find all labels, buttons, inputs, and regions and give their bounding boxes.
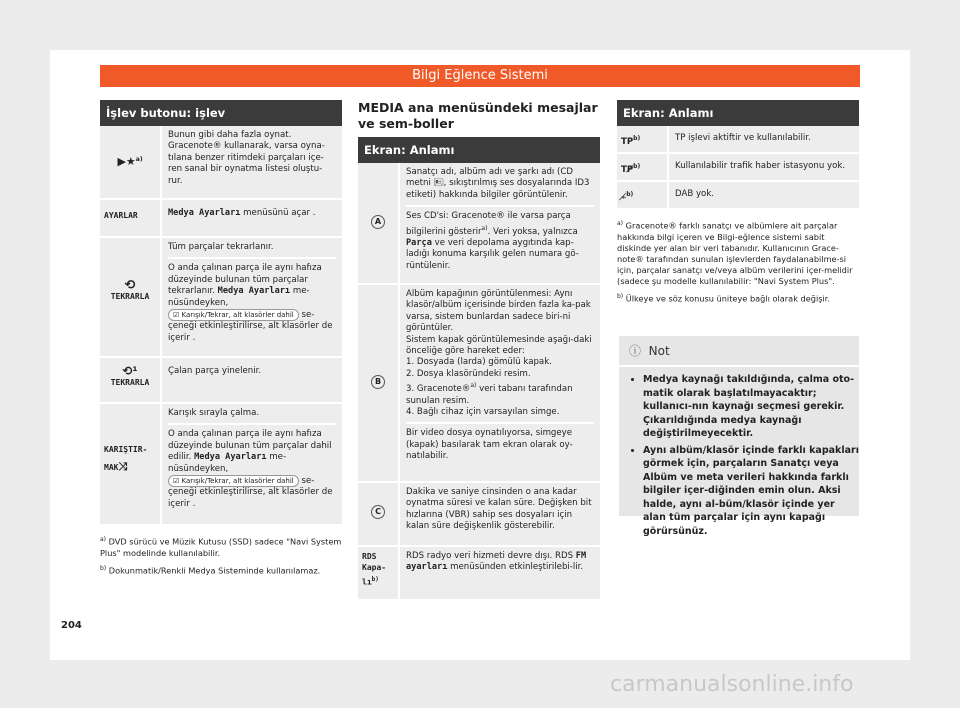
- table-row: ▶★$^{a)}$ Bunun gibi daha fazla oynat. Gracenote® kullanarak, varsa oyna-tılana benzer ritimdeki parçaları içe-ren sanal bir oynatma listesi oluştu-rur.: [100, 126, 342, 200]
- repeat-one-icon: ⟲¹: [122, 364, 138, 378]
- no-traffic-icon: TP̸: [621, 164, 634, 175]
- table-row: TP̸$^{b)}$ Kullanılabilir trafik haber istasyonu yok.: [617, 154, 859, 182]
- list-item: • Aynı albüm/klasör içinde farklı kapakları görmek için, parçaların Sanatçı veya Albüm ve meta verileri hakkında farklı bilgiler içer-diğinden emin olun. Aksi halde, aynı al-büm/klasör içinde yer alan tüm parçalar için aynı kapağı görürsünüz.: [643, 444, 859, 539]
- middle-table-header: Ekran: Anlamı: [358, 137, 600, 163]
- row-text: Bunun gibi daha fazla oynat. Gracenote® kullanarak, varsa oyna-tılana benzer ritimdeki parçaları içe-ren sanal bir oynatma listesi oluştu-rur.: [160, 126, 342, 198]
- right-table-header: Ekran: Anlamı: [617, 100, 859, 126]
- left-column: [100, 100, 342, 576]
- note-title: Not: [648, 344, 670, 358]
- footnote-a: $^{a)}$ DVD sürücü ve Müzik Kutusu (SSD) sadece "Navi System Plus" modelinde kullanılabilir.: [100, 536, 342, 558]
- info-icon: ⓘ: [629, 344, 642, 358]
- section-heading: MEDIA ana menüsündeki mesajlar ve sem-boller: [358, 100, 598, 131]
- right-column: [617, 100, 859, 304]
- table-row: ⟲¹ TEKRARLA Çalan parça yinelenir.: [100, 358, 342, 404]
- row-key: AYARLAR: [104, 211, 138, 220]
- footnote-b: $^{b)}$ Dokunmatik/Renkli Medya Sisteminde kullanılamaz.: [100, 564, 321, 576]
- repeat-icon: ⟲: [124, 278, 136, 293]
- table-row: ⌁̸$^{b)}$ DAB yok.: [617, 182, 859, 210]
- option-tag: ☑ Karışık/Tekrar, alt klasörler dahil: [168, 475, 299, 487]
- option-tag: ☑ Karışık/Tekrar, alt klasörler dahil: [168, 309, 299, 321]
- play-star-icon: ▶★: [117, 154, 136, 168]
- table-row: KARIŞTIR- MAK⤨ Karışık sırayla çalma. O anda çalınan parça ile aynı hafıza düzeyinde bulunan tüm parçalar dahil edilir. Medya Ayarları me-nüsündeyken, ☑ Karışık/Tekrar, alt klasörler dahil se-çeneği etkinleştirilirse, alt klasörler de içerir .: [100, 404, 342, 526]
- table-row: A Sanatçı adı, albüm adı ve şarkı adı (CD metni 🖭, sıkıştırılmış ses dosyalarında ID3 etiketi) hakkında bilgiler görüntülenir. Ses CD'si: Gracenote® ile varsa parça bilgilerini gösterir$^{a)}$. Veri yoksa, yalnızca Parça ve veri depolama aygıtında kap-ladığı konuma karşılık gelen numara gö-rüntülenir.: [358, 163, 600, 285]
- note-list: [619, 373, 859, 538]
- section-banner: Bilgi Eğlence Sistemi: [100, 65, 860, 87]
- note-box: [619, 336, 859, 537]
- callout-b: B: [371, 375, 385, 389]
- footnote-a: $^{a)}$ Gracenote® farklı sanatçı ve albümlere ait parçalar hakkında bilgi içeren ve Bilgi-eğlence sistemi sabit diskinde yer alan bir veri tabanıdır. Kullanıcının Grace-note® tarafından sunulan işlevlerden faydalanabilme-si için, parçalar sanatçı ve/veya albüm verilerini içer-melidir (sadece şu modelle kullanılabilir: "Navi System Plus".: [617, 220, 853, 286]
- footnote-b: $^{b)}$ Ülkeye ve söz konusu üniteye bağlı olarak değişir.: [617, 292, 830, 304]
- table-row: ⟲ TEKRARLA Tüm parçalar tekrarlanır. O anda çalınan parça ile aynı hafıza düzeyinde bulunan tüm parçalar tekrarlanır. Medya Ayarları me-nüsündeyken, ☑ Karışık/Tekrar, alt klasörler dahil se-çeneği etkinleştirilirse, alt klasörler de içerir .: [100, 238, 342, 358]
- table-row: C Dakika ve saniye cinsinden o ana kadar oynatma süresi ve kalan süre. Değişken bit hızlarına (VBR) sahip ses dosyaları için kalan süre değişkenlik gösterebilir.: [358, 483, 600, 547]
- table-row: AYARLAR Medya Ayarları menüsünü açar .: [100, 200, 342, 238]
- page-number: 204: [61, 620, 82, 631]
- left-table-header: İşlev butonu: işlev: [100, 100, 342, 126]
- shuffle-icon: ⤨: [118, 460, 128, 474]
- table-row: RDS Kapa- $lı^{b)}$ RDS radyo veri hizmeti devre dışı. RDS FM ayarları menüsünden etkinleştirilebi-lir.: [358, 547, 600, 601]
- table-row: TP$^{b)}$ TP işlevi aktiftir ve kullanılabilir.: [617, 126, 859, 154]
- table-row: B Albüm kapağının görüntülenmesi: Aynı klasör/albüm içerisinde birden fazla ka-pak varsa, sistem bunlardan sadece biri-ni görüntüler. Sistem kapak görüntülemesinde aşağı-daki önceliğe göre hareket eder: 1. Dosyada (larda) gömülü kapak. 2. Dosya klasöründeki resim. 3. Gracenote®$^{a)}$ veri tabanı tarafından sunulan resim. 4. Bağlı cihaz için varsayılan simge. Bir video dosya oynatılıyorsa, simgeye (kapak) basılarak tam ekran olarak oy-natılabilir.: [358, 285, 600, 483]
- no-dab-icon: ⌁̸: [621, 192, 627, 203]
- list-item: • Medya kaynağı takıldığında, çalma oto-matik olarak başlatılmayacaktır; kullanıcı-nın kaynağı seçmesi gerekir. Çıkarıldığında medya kaynağı değiştirilmeyecektir.: [643, 373, 859, 441]
- callout-c: C: [371, 505, 385, 519]
- callout-a: A: [371, 215, 385, 229]
- middle-column: [358, 100, 600, 601]
- watermark: carmanualsonline.info: [610, 672, 854, 697]
